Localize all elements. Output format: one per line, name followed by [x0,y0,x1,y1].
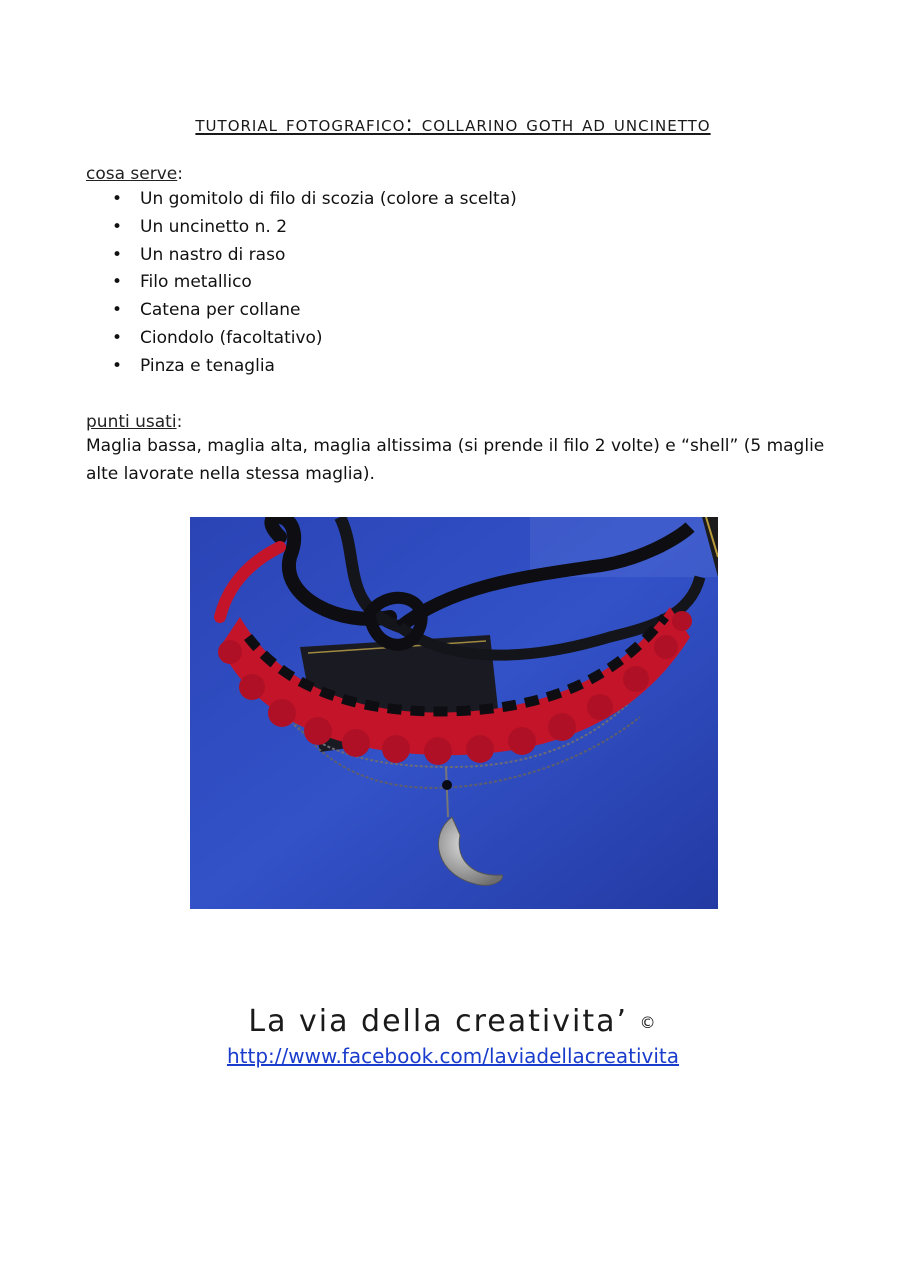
bullet-icon: • [112,244,123,265]
list-item [112,297,517,325]
bullet-icon: • [112,189,123,209]
brand-name: La via della creativita’ [248,1004,629,1039]
necklace-photo [190,517,718,909]
bullet-icon: • [112,300,123,321]
cosa-serve-label: cosa serve [86,164,178,184]
list-item [112,325,517,353]
facebook-link[interactable]: http://www.facebook.com/laviadellacreativita [226,1044,680,1068]
copyright-icon: © [639,1013,658,1032]
list-item-text: Un gomitolo di filo di scozia (colore a scelta) [140,189,517,209]
bullet-icon: • [112,272,123,293]
list-item [112,186,517,214]
punti-usati-label: punti usati [86,412,177,432]
section-heading-cosa-serve [86,164,183,184]
list-item-text: Catena per collane [140,300,301,321]
bullet-icon: • [112,355,123,376]
bullet-icon: • [112,216,123,237]
list-item [112,242,517,270]
section-heading-punti-usati [86,412,182,432]
list-item [112,353,517,381]
list-item-text: Un uncinetto n. 2 [140,216,288,237]
pendant-bead [442,780,452,790]
page-title: tutorial fotografico: collarino goth ad uncinetto [195,112,711,137]
list-item-text: Filo metallico [140,272,252,293]
punti-usati-text: Maglia bassa, maglia alta, maglia altissima (si prende il filo 2 volte) e “shell” (5 maglie alte lavorate nella stessa maglia). [86,436,825,484]
cosa-serve-colon: : [177,164,183,184]
list-item-text: Ciondolo (facoltativo) [140,327,323,348]
brand-signature [0,1004,906,1039]
list-item-text: Pinza e tenaglia [140,355,275,376]
list-item-text: Un nastro di raso [140,244,286,265]
list-item [112,214,517,242]
list-item [112,269,517,297]
bullet-icon: • [112,327,123,348]
punti-usati-colon: : [176,412,183,432]
materials-list [112,186,517,381]
